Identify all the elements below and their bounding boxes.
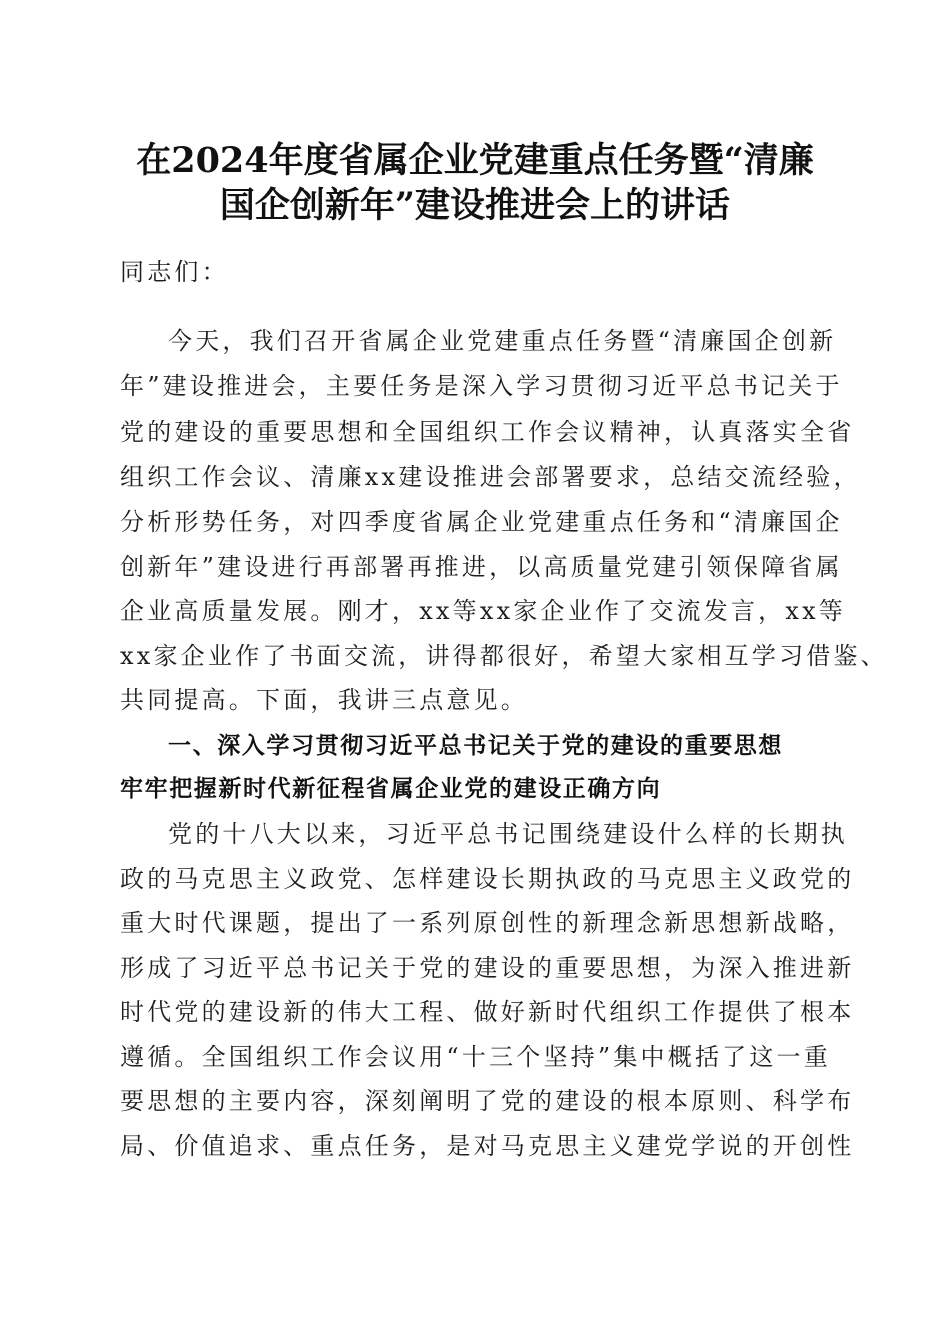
paragraph-1-line: 分析形势任务，对四季度省属企业党建重点任务和“清廉国企 — [120, 508, 843, 536]
paragraph-1-line: 年”建设推进会，主要任务是深入学习贯彻习近平总书记关于 — [120, 372, 843, 400]
paragraph-1-line: 企业高质量发展。刚才，xx等xx家企业作了交流发言，xx等 — [120, 597, 847, 625]
paragraph-2-line: 遵循。全国组织工作会议用“十三个坚持”集中概括了这一重 — [120, 1043, 831, 1071]
salutation: 同志们： — [120, 258, 229, 286]
section-1-heading-line-1: 一、深入学习贯彻习近平总书记关于党的建设的重要思想 — [168, 733, 783, 759]
paragraph-2-line: 要思想的主要内容，深刻阐明了党的建设的根本原则、科学布 — [120, 1087, 855, 1115]
paragraph-2-line: 时代党的建设新的伟大工程、做好新时代组织工作提供了根本 — [120, 998, 855, 1026]
paragraph-1-line: 创新年”建设进行再部署再推进，以高质量党建引领保障省属 — [120, 553, 843, 581]
paragraph-2-line: 政的马克思主义政党、怎样建设长期执政的马克思主义政党的 — [120, 865, 855, 893]
paragraph-1-line: 今天，我们召开省属企业党建重点任务暨“清廉国企创新 — [168, 327, 837, 355]
paragraph-2-line: 局、价值追求、重点任务，是对马克思主义建党学说的开创性 — [120, 1132, 855, 1160]
paragraph-1-line: 党的建设的重要思想和全国组织工作会议精神，认真落实全省 — [120, 418, 855, 446]
paragraph-1-line: 共同提高。下面，我讲三点意见。 — [120, 686, 528, 714]
section-1-heading-line-2: 牢牢把握新时代新征程省属企业党的建设正确方向 — [120, 776, 662, 802]
document-title-line-2: 国企创新年”建设推进会上的讲话 — [219, 185, 731, 226]
paragraph-2-line: 重大时代课题，提出了一系列原创性的新理念新思想新战略， — [120, 909, 855, 937]
paragraph-2-line: 形成了习近平总书记关于党的建设的重要思想，为深入推进新 — [120, 954, 855, 982]
paragraph-1-line: xx家企业作了书面交流，讲得都很好，希望大家相互学习借鉴、 — [120, 642, 888, 670]
document-title-line-1: 在2024年度省属企业党建重点任务暨“清廉 — [136, 140, 814, 181]
paragraph-2-line: 党的十八大以来，习近平总书记围绕建设什么样的长期执 — [168, 820, 848, 848]
paragraph-1-line: 组织工作会议、清廉xx建设推进会部署要求，总结交流经验， — [120, 463, 861, 491]
